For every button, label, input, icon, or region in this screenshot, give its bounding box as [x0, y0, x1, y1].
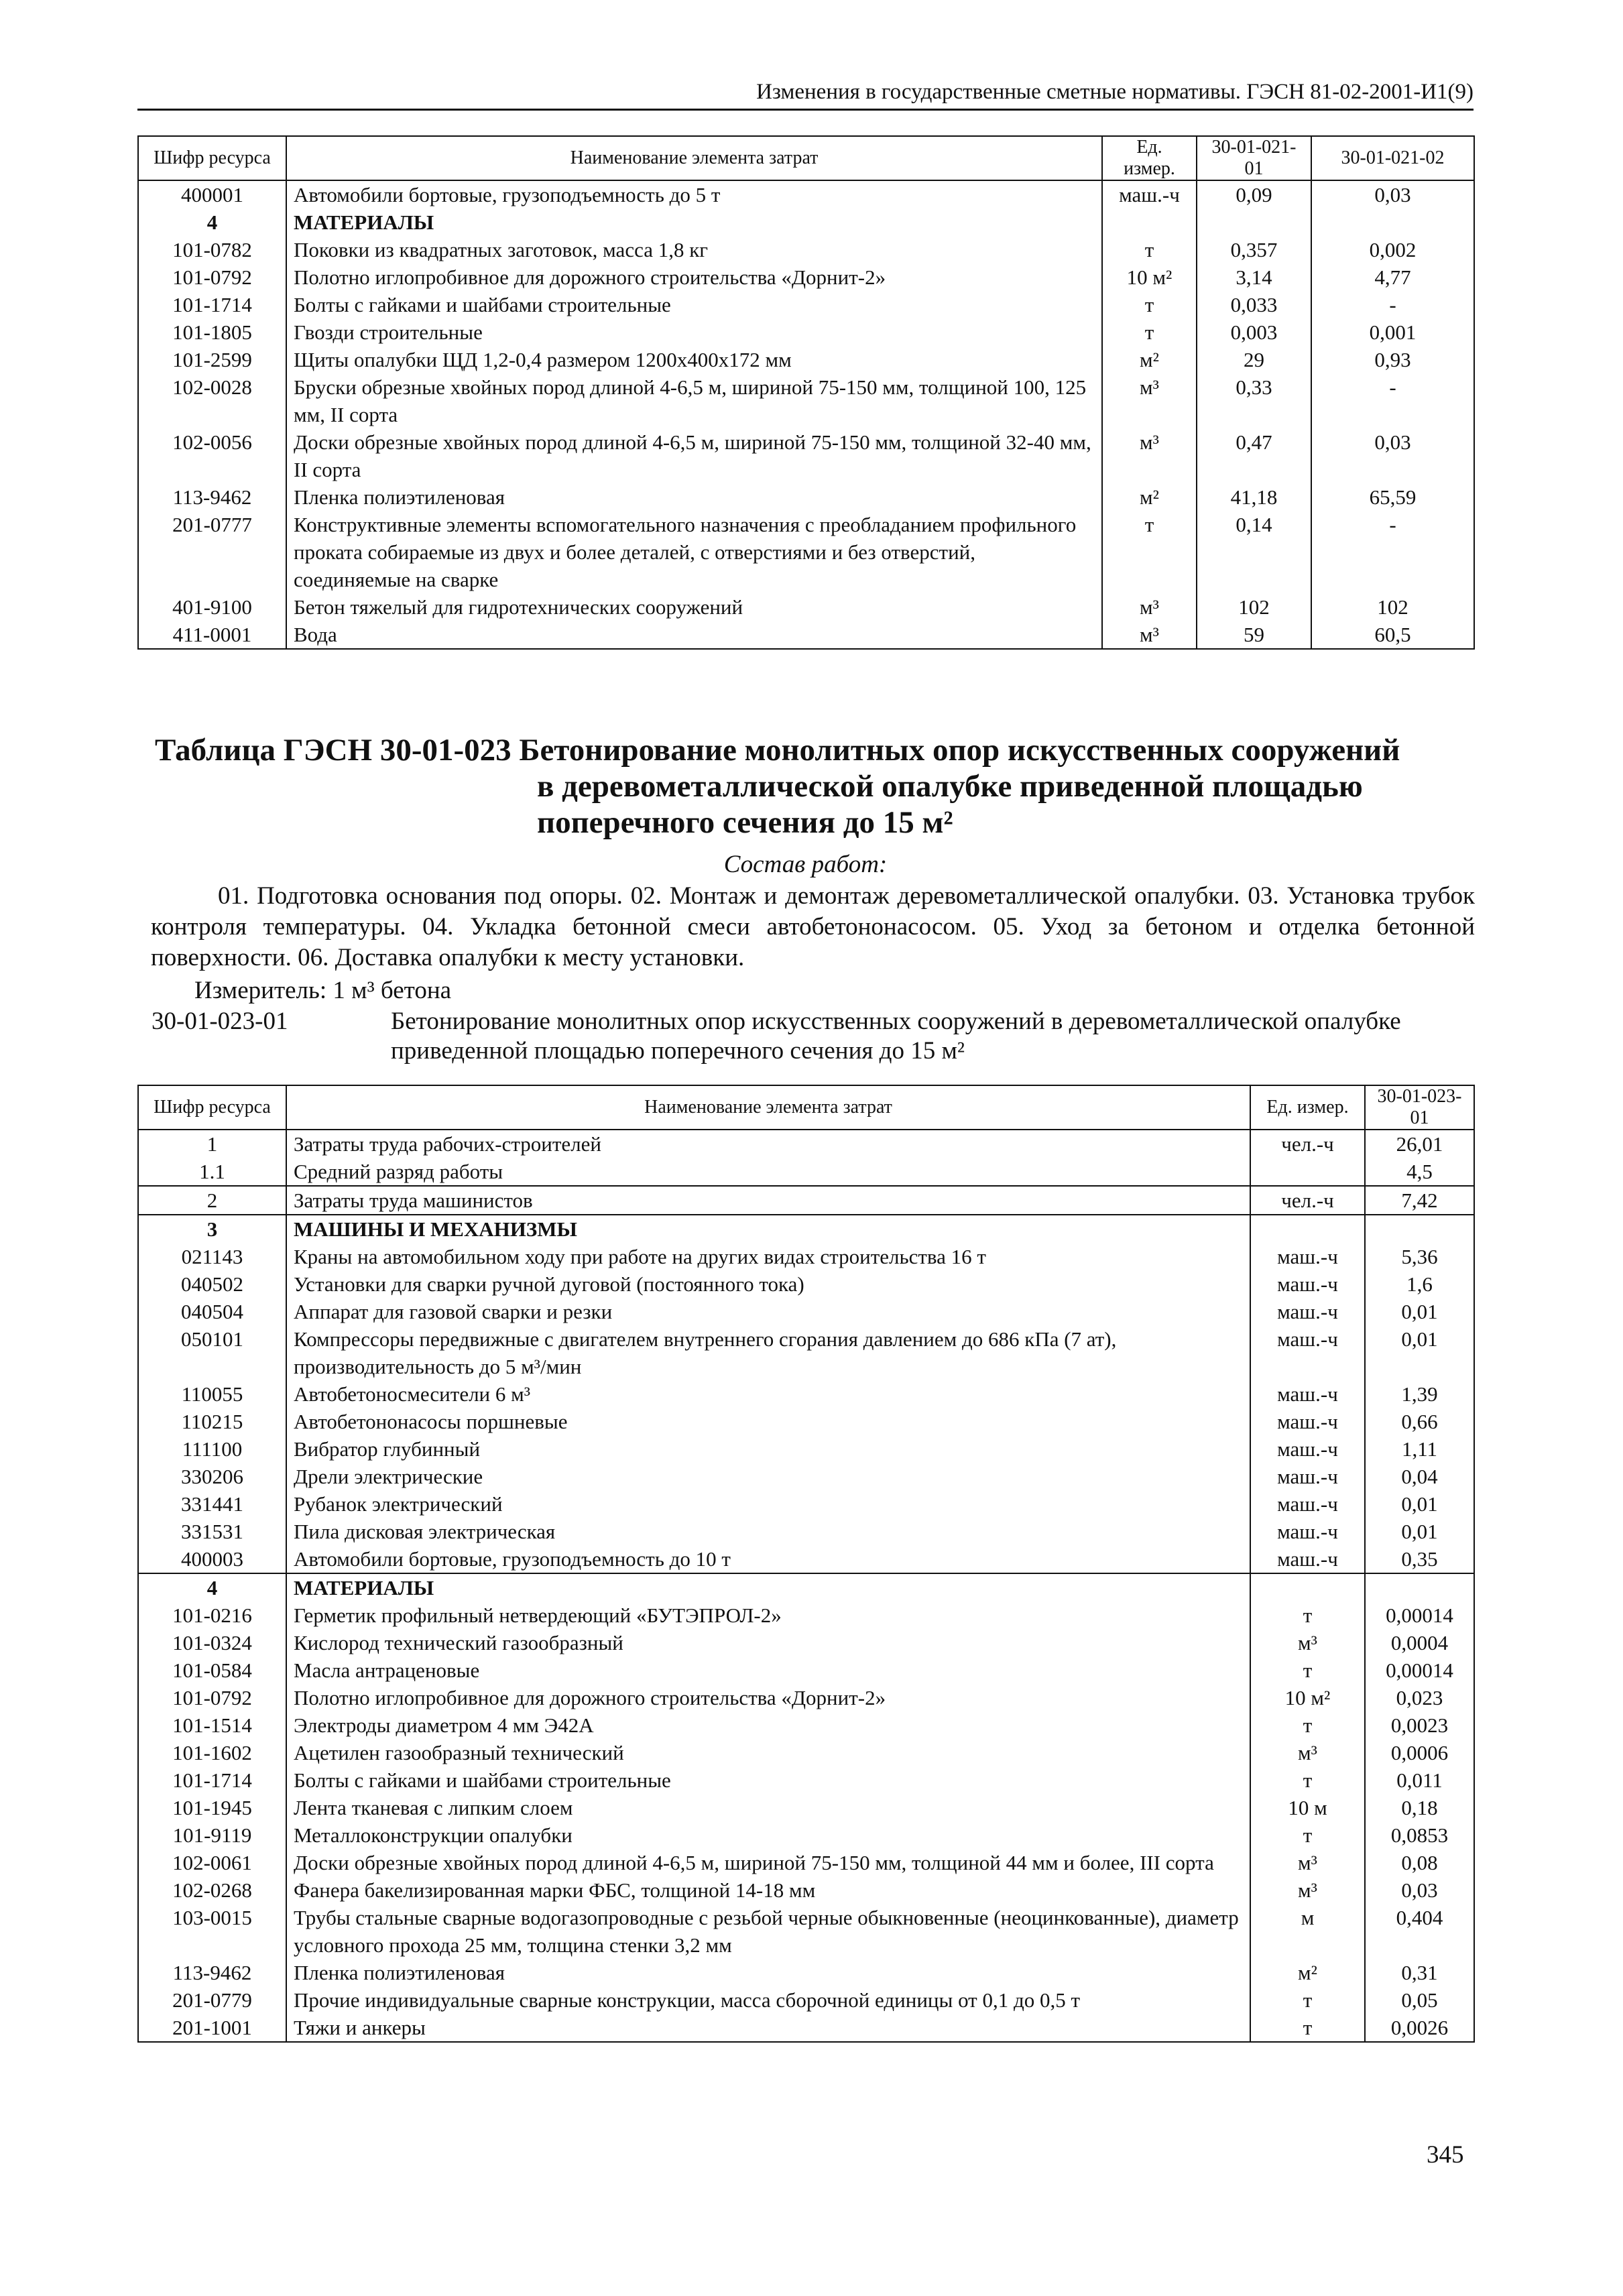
table-row: [138, 1270, 1474, 1298]
norm-value-cell: 0,04: [1365, 1463, 1474, 1490]
table-row: [138, 1298, 1474, 1325]
table-row: [138, 1766, 1474, 1794]
cost-element-cell: Рубанок электрический: [286, 1490, 1250, 1518]
resource-code-cell: 201-0777: [138, 511, 286, 593]
table-row: [138, 483, 1474, 511]
unit-cell: маш.-ч: [1250, 1270, 1365, 1298]
norm-value-cell: 0,93: [1311, 346, 1474, 373]
cost-element-cell: Тяжи и анкеры: [286, 2014, 1250, 2042]
unit-cell: [1250, 1215, 1365, 1243]
norm-value-cell: 0,0023: [1365, 1711, 1474, 1739]
resource-code-cell: 102-0268: [138, 1876, 286, 1904]
resource-code-cell: 101-2599: [138, 346, 286, 373]
table-row: [138, 428, 1474, 483]
unit-cell: м³: [1102, 621, 1197, 649]
resource-code-cell: 102-0061: [138, 1849, 286, 1876]
norm-value-cell: 5,36: [1365, 1243, 1474, 1270]
norm-value-cell: -: [1311, 373, 1474, 428]
norm-value-cell: 0,0026: [1365, 2014, 1474, 2042]
cost-element-cell: Щиты опалубки ЩД 1,2-0,4 размером 1200х400х172 мм: [286, 346, 1102, 373]
cost-element-cell: Прочие индивидуальные сварные конструкции, масса сборочной единицы от 0,1 до 0,5 т: [286, 1986, 1250, 2014]
resource-code-cell: 103-0015: [138, 1904, 286, 1959]
resource-code-cell: 050101: [138, 1325, 286, 1380]
cost-element-cell: Автомобили бортовые, грузоподъемность до 10 т: [286, 1545, 1250, 1573]
table-row: [138, 1435, 1474, 1463]
norm-value-cell: 3,14: [1197, 263, 1311, 291]
norm-value-cell: 0,01: [1365, 1298, 1474, 1325]
unit-cell: м: [1250, 1904, 1365, 1959]
header-cost-element: Наименование элемента затрат: [286, 136, 1102, 180]
table-body: [138, 180, 1474, 649]
norm-value-cell: 0,01: [1365, 1518, 1474, 1545]
norm-value-cell: -: [1311, 511, 1474, 593]
table-row: [138, 1904, 1474, 1959]
norm-value-cell: 0,08: [1365, 1849, 1474, 1876]
unit-cell: т: [1250, 1656, 1365, 1684]
norm-value-cell: 0,404: [1365, 1904, 1474, 1959]
resource-table-30-01-021: [137, 135, 1475, 650]
resource-code-cell: 330206: [138, 1463, 286, 1490]
header-unit: Ед. измер.: [1250, 1085, 1365, 1130]
norm-value-cell: 0,357: [1197, 236, 1311, 263]
table-row: [138, 1243, 1474, 1270]
resource-code-cell: 1.1: [138, 1158, 286, 1186]
resource-code-cell: 101-0324: [138, 1629, 286, 1656]
unit-cell: м³: [1250, 1739, 1365, 1766]
cost-element-cell: Полотно иглопробивное для дорожного строительства «Дорнит-2»: [286, 263, 1102, 291]
norm-name: Бетонирование монолитных опор искусственных сооружений в деревометаллической опалубке приведенной площадью поперечного сечения до 15 м²: [391, 1008, 1401, 1065]
unit-cell: маш.-ч: [1250, 1518, 1365, 1545]
table-row: [138, 621, 1474, 649]
cost-element-cell: Вибратор глубинный: [286, 1435, 1250, 1463]
norm-value-cell: 1,39: [1365, 1380, 1474, 1408]
cost-element-cell: Пленка полиэтиленовая: [286, 1959, 1250, 1986]
norm-value-cell: 0,31: [1365, 1959, 1474, 1986]
table-row: [138, 263, 1474, 291]
cost-element-cell: Краны на автомобильном ходу при работе на других видах строительства 16 т: [286, 1243, 1250, 1270]
table-title: [137, 732, 1478, 841]
norm-value-cell: 7,42: [1365, 1186, 1474, 1215]
cost-element-cell: Доски обрезные хвойных пород длиной 4-6,5 м, шириной 75-150 мм, толщиной 32-40 мм, II сорта: [286, 428, 1102, 483]
norm-value-cell: 4,5: [1365, 1158, 1474, 1186]
resource-code-cell: 4: [138, 1573, 286, 1602]
running-header: Изменения в государственные сметные нормативы. ГЭСН 81-02-2001-И1(9): [137, 75, 1474, 111]
cost-element-cell: Компрессоры передвижные с двигателем внутреннего сгорания давлением до 686 кПа (7 ат), производительность до 5 м³/мин: [286, 1325, 1250, 1380]
table-title-line-2: в деревометаллической опалубке приведенной площадью: [537, 769, 1363, 804]
header-norm-30-01-023-01: 30-01-023-01: [1365, 1085, 1474, 1130]
table-title-line-3: поперечного сечения до 15 м²: [537, 805, 953, 840]
unit-cell: маш.-ч: [1250, 1435, 1365, 1463]
norm-value-cell: 0,18: [1365, 1794, 1474, 1821]
unit-cell: т: [1102, 291, 1197, 318]
table-row: [138, 1325, 1474, 1380]
norm-value-cell: 0,66: [1365, 1408, 1474, 1435]
resource-code-cell: 331531: [138, 1518, 286, 1545]
unit-cell: [1102, 208, 1197, 236]
table-row: [138, 1876, 1474, 1904]
header-norm-30-01-021-02: 30-01-021-02: [1311, 136, 1474, 180]
resource-code-cell: 101-0216: [138, 1602, 286, 1629]
norm-value-cell: 0,09: [1197, 180, 1311, 208]
cost-element-cell: Пила дисковая электрическая: [286, 1518, 1250, 1545]
resource-code-cell: 3: [138, 1215, 286, 1243]
cost-element-cell: Полотно иглопробивное для дорожного строительства «Дорнит-2»: [286, 1684, 1250, 1711]
norm-value-cell: 0,14: [1197, 511, 1311, 593]
cost-element-cell: Электроды диаметром 4 мм Э42А: [286, 1711, 1250, 1739]
resource-code-cell: 101-1602: [138, 1739, 286, 1766]
unit-cell: т: [1250, 1821, 1365, 1849]
table-row: [138, 1821, 1474, 1849]
norm-value-cell: 1,6: [1365, 1270, 1474, 1298]
unit-of-measure: Измеритель: 1 м³ бетона: [194, 977, 452, 1004]
norm-value-cell: 4,77: [1311, 263, 1474, 291]
norm-value-cell: 41,18: [1197, 483, 1311, 511]
unit-cell: маш.-ч: [1250, 1243, 1365, 1270]
norm-code: 30-01-023-01: [152, 1008, 288, 1035]
table-row: [138, 2014, 1474, 2042]
section-row: [138, 1573, 1474, 1602]
table-row: [138, 318, 1474, 346]
cost-element-cell: МАШИНЫ И МЕХАНИЗМЫ: [286, 1215, 1250, 1243]
page-number: 345: [1427, 2141, 1464, 2169]
unit-cell: т: [1250, 1711, 1365, 1739]
norm-value-cell: 60,5: [1311, 621, 1474, 649]
norm-value-cell: 0,0006: [1365, 1739, 1474, 1766]
cost-element-cell: Бруски обрезные хвойных пород длиной 4-6,5 м, шириной 75-150 мм, толщиной 100, 125 мм, II сорта: [286, 373, 1102, 428]
resource-code-cell: 102-0028: [138, 373, 286, 428]
cost-element-cell: Поковки из квадратных заготовок, масса 1,8 кг: [286, 236, 1102, 263]
norm-value-cell: 0,0853: [1365, 1821, 1474, 1849]
cost-element-cell: Масла антраценовые: [286, 1656, 1250, 1684]
cost-element-cell: Дрели электрические: [286, 1463, 1250, 1490]
table-row: [138, 346, 1474, 373]
cost-element-cell: Болты с гайками и шайбами строительные: [286, 291, 1102, 318]
resource-code-cell: 411-0001: [138, 621, 286, 649]
unit-cell: т: [1102, 318, 1197, 346]
norm-value-cell: 0,00014: [1365, 1602, 1474, 1629]
norm-value-cell: 0,01: [1365, 1490, 1474, 1518]
cost-element-cell: Бетон тяжелый для гидротехнических сооружений: [286, 593, 1102, 621]
cost-element-cell: МАТЕРИАЛЫ: [286, 208, 1102, 236]
unit-cell: чел.-ч: [1250, 1186, 1365, 1215]
cost-element-cell: Автобетоносмесители 6 м³: [286, 1380, 1250, 1408]
cost-element-cell: Затраты труда машинистов: [286, 1186, 1250, 1215]
norm-value-cell: 59: [1197, 621, 1311, 649]
resource-code-cell: 4: [138, 208, 286, 236]
resource-code-cell: 400001: [138, 180, 286, 208]
table-row: [138, 373, 1474, 428]
norm-value-cell: [1197, 208, 1311, 236]
table-row: [138, 1463, 1474, 1490]
cost-element-cell: Автомобили бортовые, грузоподъемность до 5 т: [286, 180, 1102, 208]
unit-cell: м³: [1250, 1876, 1365, 1904]
cost-element-cell: Герметик профильный нетвердеющий «БУТЭПРОЛ-2»: [286, 1602, 1250, 1629]
resource-code-cell: 201-0779: [138, 1986, 286, 2014]
cost-element-cell: Средний разряд работы: [286, 1158, 1250, 1186]
table-row: [138, 1849, 1474, 1876]
table-row: [138, 291, 1474, 318]
norm-value-cell: 0,03: [1365, 1876, 1474, 1904]
cost-element-cell: Фанера бакелизированная марки ФБС, толщиной 14-18 мм: [286, 1876, 1250, 1904]
resource-code-cell: 101-1714: [138, 291, 286, 318]
unit-cell: т: [1250, 1602, 1365, 1629]
unit-cell: т: [1250, 1986, 1365, 2014]
cost-element-cell: Кислород технический газообразный: [286, 1629, 1250, 1656]
cost-element-cell: Пленка полиэтиленовая: [286, 483, 1102, 511]
table-row: [138, 1986, 1474, 2014]
cost-element-cell: Лента тканевая с липким слоем: [286, 1794, 1250, 1821]
norm-value-cell: 0,023: [1365, 1684, 1474, 1711]
table-row: [138, 1794, 1474, 1821]
unit-cell: м²: [1102, 346, 1197, 373]
table-row: [138, 1684, 1474, 1711]
unit-cell: т: [1250, 2014, 1365, 2042]
cost-element-cell: Доски обрезные хвойных пород длиной 4-6,5 м, шириной 75-150 мм, толщиной 44 мм и более, III сорта: [286, 1849, 1250, 1876]
norm-value-cell: 0,001: [1311, 318, 1474, 346]
unit-cell: 10 м²: [1102, 263, 1197, 291]
header-resource-code: Шифр ресурса: [138, 1085, 286, 1130]
table-row: [138, 1186, 1474, 1215]
unit-cell: маш.-ч: [1102, 180, 1197, 208]
table-row: [138, 1130, 1474, 1158]
norm-value-cell: [1365, 1573, 1474, 1602]
cost-element-cell: Конструктивные элементы вспомогательного назначения с преобладанием профильного проката собираемые из двух и более деталей, с отверстиями и без отверстий, соединяемые на сварке: [286, 511, 1102, 593]
norm-value-cell: [1311, 208, 1474, 236]
table-row: [138, 1380, 1474, 1408]
header-resource-code: Шифр ресурса: [138, 136, 286, 180]
norm-value-cell: 0,05: [1365, 1986, 1474, 2014]
table-row: [138, 1711, 1474, 1739]
resource-code-cell: 040502: [138, 1270, 286, 1298]
unit-cell: т: [1102, 511, 1197, 593]
resource-code-cell: 113-9462: [138, 1959, 286, 1986]
cost-element-cell: Металлоконструкции опалубки: [286, 1821, 1250, 1849]
table-row: [138, 236, 1474, 263]
resource-code-cell: 111100: [138, 1435, 286, 1463]
table-row: [138, 1490, 1474, 1518]
resource-code-cell: 400003: [138, 1545, 286, 1573]
unit-cell: т: [1250, 1766, 1365, 1794]
cost-element-cell: Болты с гайками и шайбами строительные: [286, 1766, 1250, 1794]
norm-value-cell: 0,03: [1311, 180, 1474, 208]
unit-cell: м²: [1102, 483, 1197, 511]
table-header-row: [138, 136, 1474, 180]
norm-value-cell: 0,47: [1197, 428, 1311, 483]
resource-code-cell: 110215: [138, 1408, 286, 1435]
table-title-line-1: Таблица ГЭСН 30-01-023 Бетонирование монолитных опор искусственных сооружений: [155, 733, 1400, 768]
norm-value-cell: 0,011: [1365, 1766, 1474, 1794]
cost-element-cell: Гвозди строительные: [286, 318, 1102, 346]
unit-cell: м³: [1250, 1849, 1365, 1876]
table-row: [138, 180, 1474, 208]
resource-code-cell: 101-1945: [138, 1794, 286, 1821]
norm-value-cell: 0,033: [1197, 291, 1311, 318]
norm-value-cell: 0,01: [1365, 1325, 1474, 1380]
unit-cell: [1250, 1158, 1365, 1186]
resource-code-cell: 110055: [138, 1380, 286, 1408]
table-row: [138, 1158, 1474, 1186]
cost-element-cell: Ацетилен газообразный технический: [286, 1739, 1250, 1766]
resource-code-cell: 101-1514: [138, 1711, 286, 1739]
cost-element-cell: Вода: [286, 621, 1102, 649]
unit-cell: 10 м: [1250, 1794, 1365, 1821]
norm-value-cell: 65,59: [1311, 483, 1474, 511]
cost-element-cell: Установки для сварки ручной дуговой (постоянного тока): [286, 1270, 1250, 1298]
unit-cell: чел.-ч: [1250, 1130, 1365, 1158]
resource-code-cell: 101-0782: [138, 236, 286, 263]
table-row: [138, 1656, 1474, 1684]
resource-code-cell: 101-1805: [138, 318, 286, 346]
norm-value-cell: 0,00014: [1365, 1656, 1474, 1684]
unit-cell: маш.-ч: [1250, 1408, 1365, 1435]
unit-cell: [1250, 1573, 1365, 1602]
unit-cell: т: [1102, 236, 1197, 263]
resource-code-cell: 331441: [138, 1490, 286, 1518]
norm-value-cell: 26,01: [1365, 1130, 1474, 1158]
norm-value-cell: 0,03: [1311, 428, 1474, 483]
norm-value-cell: 102: [1311, 593, 1474, 621]
unit-cell: маш.-ч: [1250, 1463, 1365, 1490]
table-row: [138, 1545, 1474, 1573]
norm-value-cell: 0,33: [1197, 373, 1311, 428]
table-row: [138, 1518, 1474, 1545]
table-row: [138, 1629, 1474, 1656]
norm-value-cell: 0,003: [1197, 318, 1311, 346]
table-row: [138, 1739, 1474, 1766]
norm-value-cell: 0,0004: [1365, 1629, 1474, 1656]
norm-value-cell: [1365, 1215, 1474, 1243]
norm-value-cell: 0,35: [1365, 1545, 1474, 1573]
resource-code-cell: 401-9100: [138, 593, 286, 621]
resource-code-cell: 040504: [138, 1298, 286, 1325]
unit-cell: м²: [1250, 1959, 1365, 1986]
header-norm-30-01-021-01: 30-01-021-01: [1197, 136, 1311, 180]
section-row: [138, 208, 1474, 236]
resource-code-cell: 101-0792: [138, 263, 286, 291]
unit-cell: м³: [1102, 428, 1197, 483]
section-row: [138, 1215, 1474, 1243]
resource-code-cell: 113-9462: [138, 483, 286, 511]
composition-of-works: 01. Подготовка основания под опоры. 02. Монтаж и демонтаж деревометаллической опалубки. 03. Установка трубок контроля температуры. 04. Укладка бетонной смеси автобетононасосом. 05. Уход за бетоном и отделка бетонной поверхности. 06. Доставка опалубки к месту установки.: [151, 882, 1475, 971]
resource-code-cell: 101-0584: [138, 1656, 286, 1684]
table-header-row: [138, 1085, 1474, 1130]
unit-cell: 10 м²: [1250, 1684, 1365, 1711]
cost-element-cell: Трубы стальные сварные водогазопроводные с резьбой черные обыкновенные (неоцинкованные), диаметр условного прохода 25 мм, толщина стенки 3,2 мм: [286, 1904, 1250, 1959]
header-cost-element: Наименование элемента затрат: [286, 1085, 1250, 1130]
table-row: [138, 1959, 1474, 1986]
cost-element-cell: Аппарат для газовой сварки и резки: [286, 1298, 1250, 1325]
table-row: [138, 593, 1474, 621]
norm-value-cell: 29: [1197, 346, 1311, 373]
resource-code-cell: 101-0792: [138, 1684, 286, 1711]
unit-cell: маш.-ч: [1250, 1490, 1365, 1518]
cost-element-cell: МАТЕРИАЛЫ: [286, 1573, 1250, 1602]
resource-code-cell: 102-0056: [138, 428, 286, 483]
table-row: [138, 511, 1474, 593]
norm-value-cell: 0,002: [1311, 236, 1474, 263]
resource-code-cell: 021143: [138, 1243, 286, 1270]
unit-cell: м³: [1102, 373, 1197, 428]
cost-element-cell: Автобетононасосы поршневые: [286, 1408, 1250, 1435]
table-body: [138, 1130, 1474, 2042]
cost-element-cell: Затраты труда рабочих-строителей: [286, 1130, 1250, 1158]
table-row: [138, 1408, 1474, 1435]
unit-cell: маш.-ч: [1250, 1325, 1365, 1380]
norm-value-cell: -: [1311, 291, 1474, 318]
resource-code-cell: 101-9119: [138, 1821, 286, 1849]
unit-cell: маш.-ч: [1250, 1298, 1365, 1325]
resource-code-cell: 101-1714: [138, 1766, 286, 1794]
table-row: [138, 1602, 1474, 1629]
unit-cell: м³: [1250, 1629, 1365, 1656]
composition-heading: Состав работ:: [723, 851, 888, 878]
resource-code-cell: 1: [138, 1130, 286, 1158]
norm-value-cell: 102: [1197, 593, 1311, 621]
resource-table-30-01-023: [137, 1085, 1475, 2043]
header-unit: Ед. измер.: [1102, 136, 1197, 180]
unit-cell: маш.-ч: [1250, 1545, 1365, 1573]
resource-code-cell: 2: [138, 1186, 286, 1215]
unit-cell: маш.-ч: [1250, 1380, 1365, 1408]
norm-value-cell: 1,11: [1365, 1435, 1474, 1463]
unit-cell: м³: [1102, 593, 1197, 621]
resource-code-cell: 201-1001: [138, 2014, 286, 2042]
